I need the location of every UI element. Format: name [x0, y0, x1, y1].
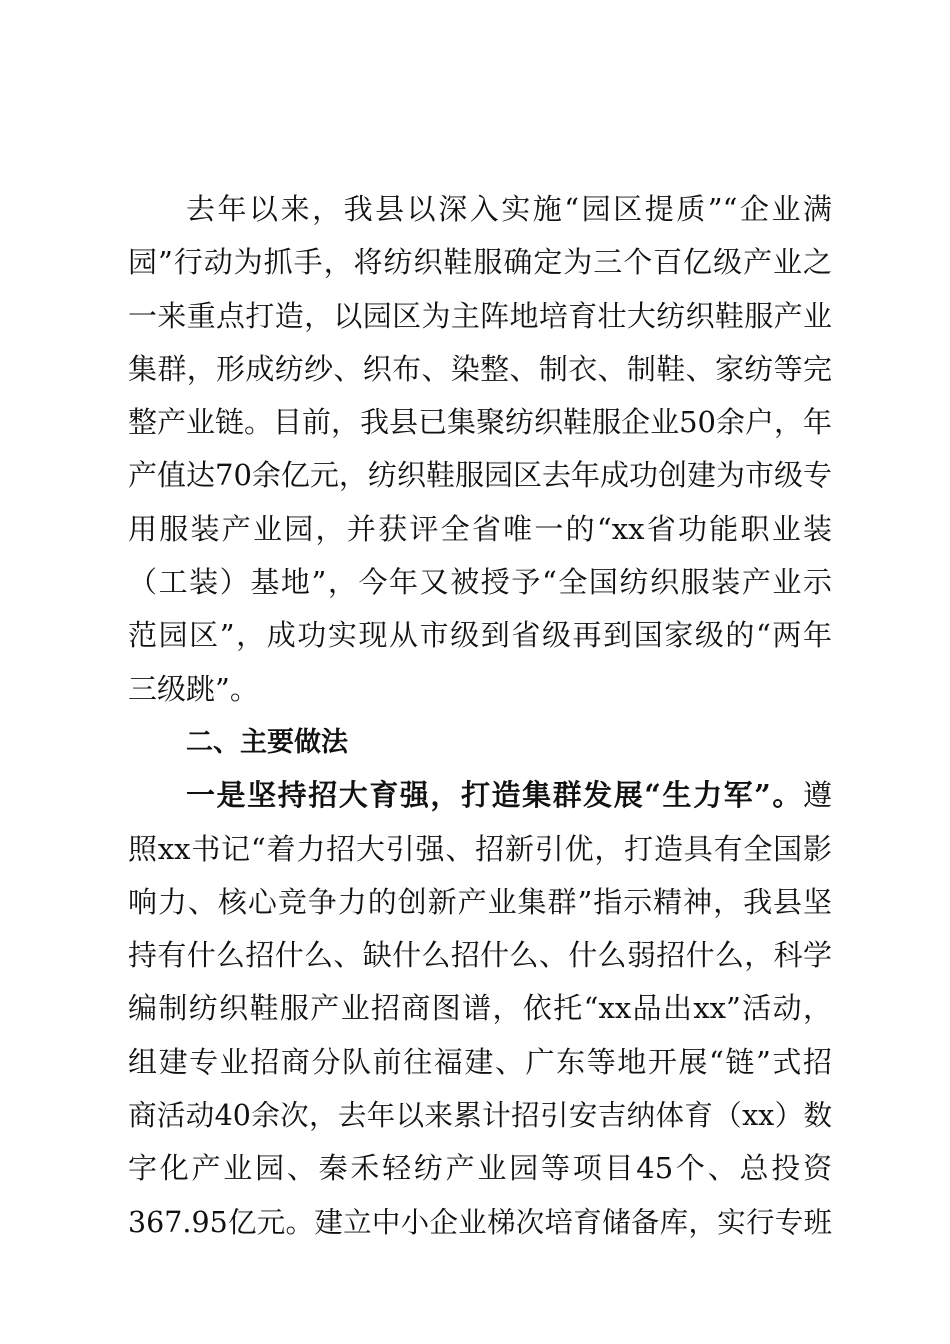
document-body [128, 183, 832, 1249]
paragraph-line-lead [128, 769, 832, 822]
lead-line-rest: 遵 [802, 778, 832, 813]
paragraph-line: 商活动40余次，去年以来累计招引安吉纳体育（xx）数 [128, 1099, 832, 1133]
paragraph-line: 范园区”，成功实现从市级到省级再到国家级的“两年 [128, 618, 832, 653]
paragraph-line: 一来重点打造，以园区为主阵地培育壮大纺织鞋服产业 [128, 298, 832, 333]
paragraph-line: 编制纺织鞋服产业招商图谱，依托“xx品出xx”活动， [128, 991, 832, 1026]
paragraph-line: 持有什么招什么、缺什么招什么、什么弱招什么，科学 [128, 938, 832, 973]
paragraph-line: 整产业链。目前，我县已集聚纺织鞋服企业50余户，年 [128, 405, 832, 440]
paragraph-line: 367.95亿元。建立中小企业梯次培育储备库，实行专班 [128, 1205, 832, 1239]
paragraph-line: 产值达70余亿元，纺织鞋服园区去年成功创建为市级专 [128, 458, 832, 493]
paragraph-line: 用服装产业园，并获评全省唯一的“xx省功能职业装 [128, 511, 832, 546]
paragraph-line: 字化产业园、秦禾轻纺产业园等项目45个、总投资 [128, 1151, 832, 1186]
paragraph-line: （工装）基地”，今年又被授予“全国纺织服装产业示 [128, 565, 832, 600]
paragraph-line: 组建专业招商分队前往福建、广东等地开展“链”式招 [128, 1044, 832, 1079]
paragraph-line: 园”行动为抓手，将纺织鞋服确定为三个百亿级产业之 [128, 245, 832, 280]
bold-lead-text: 一是坚持招大育强，打造集群发展“生力军”。 [186, 778, 803, 813]
section-heading: 二、主要做法 [186, 726, 348, 758]
paragraph-line: 去年以来，我县以深入实施“园区提质”“企业满 [186, 192, 832, 226]
paragraph-line: 响力、核心竞争力的创新产业集群”指示精神，我县坚 [128, 884, 832, 919]
paragraph-line: 集群，形成纺纱、织布、染整、制衣、制鞋、家纺等完 [128, 351, 832, 386]
paragraph-line: 照xx书记“着力招大引强、招新引优，打造具有全国影 [128, 831, 832, 866]
paragraph-line: 三级跳”。 [128, 671, 259, 706]
